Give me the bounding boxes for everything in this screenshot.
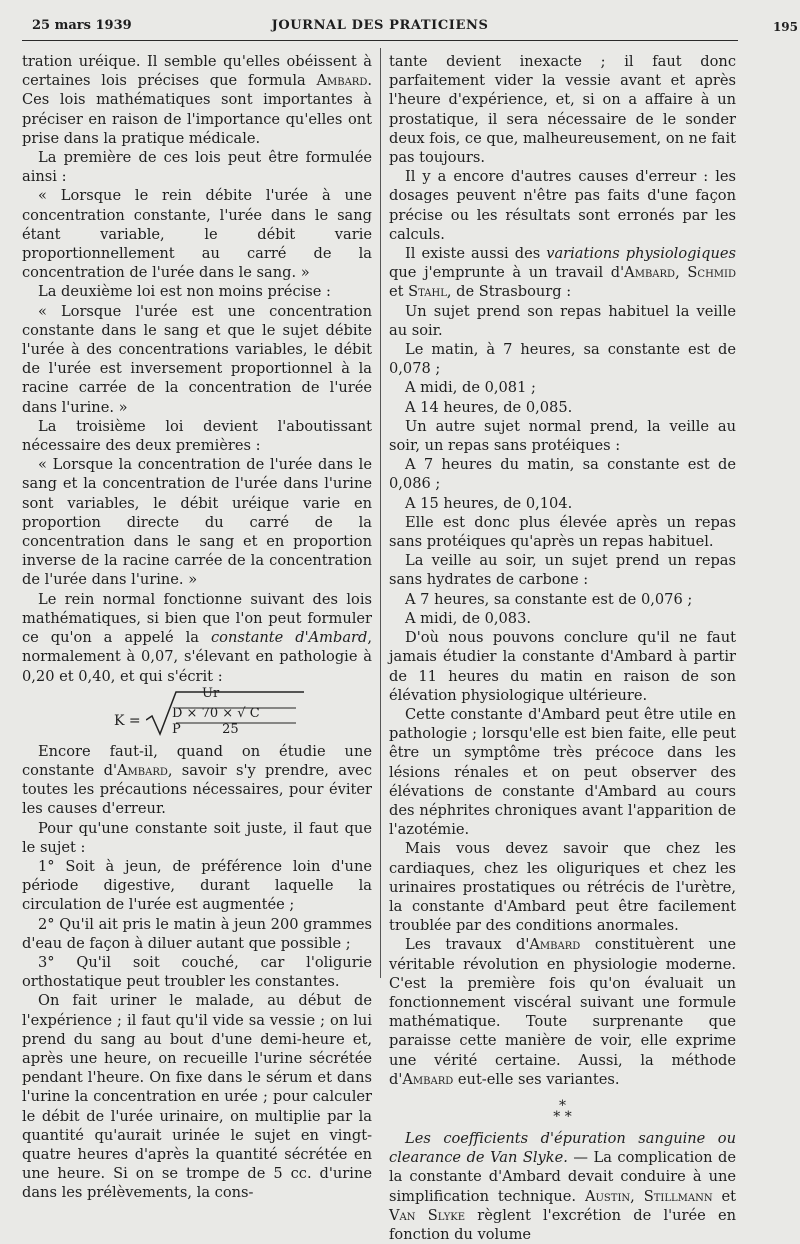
page-number: 195 [772,20,798,34]
section-paragraph: Les coefficients d'épuration sanguine ou clearance de Van Slyke. — La complication de la constante d'Ambard devait conduire à une simplification technique. Austin, Stillmann et Van Slyke règlent l'excrétion de l'urée en fonction du volume [389,1129,737,1243]
paragraph: Le rein normal fonctionne suivant des lois mathématiques, si bien que l'on peut formuler ce qu'on a appelé la constante d'Ambard, normalement à 0,07, s'élevant en pathologie à 0,20 et 0,40, et qui s'écrit : [22,590,372,685]
measurement-line: A 14 heures, de 0,085. [405,398,573,416]
paragraph: Un autre sujet normal prend, la veille au soir, un repas sans protéiques : [389,417,736,455]
running-head [22,14,798,40]
section-asterism: * * * [553,1097,572,1125]
measurement-line: Le matin, à 7 heures, sa constante est de 0,078 ; [389,341,736,378]
paragraph: La veille au soir, un sujet prend un repas sans hydrates de carbone : [389,552,736,589]
paragraph: D'où nous pouvons conclure qu'il ne faut jamais étudier la constante d'Ambard à partir de 11 heures du matin en raison de son élévation physiologique ultérieure. [389,629,736,704]
paragraph: Mais vous devez savoir que chez les cardiaques, chez les oliguriques et chez les urinaires prostatiques ou rétrécis de l'urètre, la constante d'Ambard peut être facilement troublée par des conditions anormales. [389,840,736,935]
measurement-line: A 7 heures du matin, sa constante est de 0,086 ; [389,456,736,493]
paragraph: On fait uriner le malade, au début de l'expérience ; il faut qu'il vide sa vessie ; on lui prend du sang au bout d'une demi-heure et, après une heure, on recueille l'urine sécrétée pendant l'heure. On fixe dans le sérum et dans l'urine la concentration en urée ; pour calculer le débit de l'urée urinaire, on multiplie par la quantité qu'aurait urinée le sujet en vingt-quatre heures d'après la quantité sécrétée en une heure. Si on se trompe de 5 cc. d'urine dans les prélèvements, la cons- [22,992,372,1202]
law-quote: « Lorsque l'urée est une concentration constante dans le sang et que le sujet débite l'urée à des concentrations variables, le débit de l'urée est inversement proportionnel à la racine carrée de la concentration de l'urée dans l'urine. » [22,302,372,416]
column-separator [380,48,381,978]
right-column [389,52,736,1244]
left-column [22,52,372,1203]
measurement-line: A midi, de 0,081 ; [405,379,536,397]
formula-ur: Ur [202,685,220,701]
journal-title: JOURNAL DES PRATICIENS [271,18,489,33]
issue-date: 25 mars 1939 [32,18,132,33]
paragraph: Cette constante d'Ambard peut être utile en pathologie ; lorsqu'elle est bien faite, elle peut être un symptôme très précoce dans les lésions rénales et on peut observer des élévations de constante d'Ambard au cours des néphrites chroniques avant l'apparition de l'azotémie. [389,705,736,839]
law-quote: « Lorsque le rein débite l'urée à une concentration constante, l'urée dans le sang étant variable, le débit varie proportionnellement au carré de la concentration de l'urée dans le sang. » [22,187,372,282]
formula-numerator: D × 70 × √ C [172,705,260,721]
paragraph: Les travaux d'Ambard constituèrent une véritable révolution en physiologie moderne. C'est la première fois qu'on évaluait un fonctionnement viscéral suivant une formule mathématique. Toute surprenante que paraisse cette manière de voir, elle exprime une vérité certaine. Aussi, la méthode d'Ambard eut-elle ses variantes. [389,936,736,1088]
condition-item: 3° Qu'il soit couché, car l'oligurie orthostatique peut troubler les constantes. [22,953,372,991]
ambard-formula [22,686,372,738]
paragraph: Encore faut-il, quand on étudie une constante d'Ambard, savoir s'y prendre, avec toutes les précautions nécessaires, pour éviter les causes d'erreur. [22,742,372,818]
paragraph: Il y a encore d'autres causes d'erreur : les dosages peuvent n'être pas faits d'une façon précise ou les résultats sont erronés par les calculs. [389,168,736,243]
paragraph: Il existe aussi des variations physiologiques que j'emprunte à un travail d'Ambard, Schmid et Stahl, de Strasbourg : [389,245,736,301]
condition-item: 2° Qu'il ait pris le matin à jeun 200 grammes d'eau de façon à diluer autant que possible ; [22,915,372,952]
paragraph: Un sujet prend son repas habituel la veille au soir. [389,302,736,339]
measurement-line: A 15 heures, de 0,104. [405,494,573,512]
paragraph: La deuxième loi est non moins précise : [38,283,331,301]
paragraph: tration uréique. Il semble qu'elles obéissent à certaines lois précises que formula Ambard. Ces lois mathématiques sont importantes à préciser en raison de l'importance qu'elles ont prise dans la pratique médicale. [22,53,372,147]
paragraph: Elle est donc plus élevée après un repas sans protéiques qu'après un repas habituel. [389,513,736,551]
paragraph: Pour qu'une constante soit juste, il faut que le sujet : [22,819,372,856]
header-rule [22,40,738,41]
measurement-line: A midi, de 0,083. [405,609,532,627]
formula-k: K = [114,712,141,729]
law-quote: « Lorsque la concentration de l'urée dans le sang et la concentration de l'urée dans l'urine sont variables, le débit uréique varie en proportion directe du carré de la concentration dans le sang et en proportion inverse de la racine carrée de la concentration de l'urée dans l'urine. » [22,456,372,589]
paragraph: La troisième loi devient l'aboutissant nécessaire des deux premières : [22,417,372,455]
condition-item: 1° Soit à jeun, de préférence loin d'une période digestive, durant laquelle la circulation de l'urée est augmentée ; [22,857,372,914]
paragraph: La première de ces lois peut être formulée ainsi : [22,149,372,186]
formula-denominator: P 25 [172,721,239,737]
measurement-line: A 7 heures, sa constante est de 0,076 ; [405,590,693,608]
paragraph: tante devient inexacte ; il faut donc parfaitement vider la vessie avant et après l'heure d'expérience, et, si on a affaire à un prostatique, il sera nécessaire de le sonder deux fois, ce que, malheureusement, on ne fait pas toujours. [389,53,736,167]
